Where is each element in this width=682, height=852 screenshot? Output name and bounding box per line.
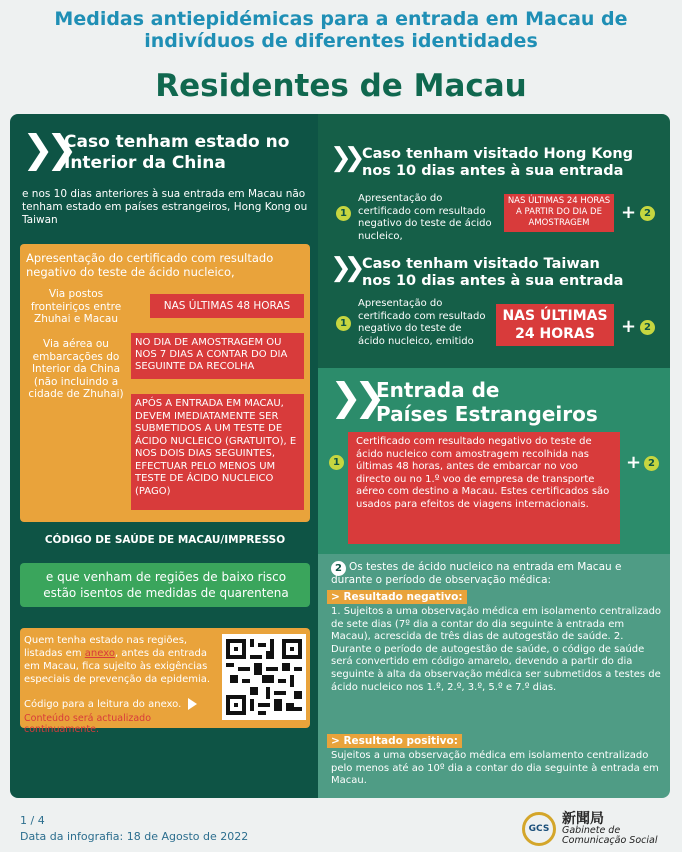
annex-link[interactable]: anexo	[84, 648, 115, 659]
page-supertitle	[0, 8, 682, 52]
step-2-badge: 2	[644, 456, 659, 471]
annex-updated-note: Conteúdo será actualizado continuamente.	[24, 713, 152, 735]
health-code-label: CÓDIGO DE SAÚDE DE MACAU/IMPRESSO	[44, 534, 286, 546]
tests-intro: Os testes de ácido nucleico na entrada em Macau e durante o período de observação médica:	[331, 561, 622, 586]
hk-text: Apresentação do certificado com resultado negativo do teste de ácido nucleico,	[358, 193, 492, 242]
supertitle-line2: indivíduos de diferentes identidades	[144, 30, 538, 52]
route-air-label: Via aérea ou embarcações do Interior da China (não incluindo a cidade de Zhuhai)	[28, 338, 124, 400]
interior-heading	[64, 132, 310, 174]
low-risk-text: e que venham de regiões de baixo risco estão isentos de medidas de quarentena	[43, 570, 289, 600]
positive-result-text: Sujeitos a uma observação médica em isolamento centralizado pelo menos até ao 10º dia a contar do dia seguinte à entrada em Macau.	[331, 750, 659, 787]
negative-result-label: > Resultado negativo:	[327, 590, 467, 604]
step-2-badge: 2	[640, 206, 655, 221]
chevron-right-icon: ❯❯	[22, 127, 70, 171]
foreign-text: Certificado com resultado negativo do teste de ácido nucleico com amostragem recolhida nas últimas 48 horas, antes de embarcar no voo directo ou no 1.º voo de empresa de transporte aéreo com destino a Macau. Estes certificados são usados para efeitos de viagens internacionais.	[348, 432, 620, 544]
step-2-badge: 2	[640, 320, 655, 335]
supertitle-line1: Medidas antiepidémicas para a entrada em Macau de	[54, 8, 628, 30]
interior-heading-line2: Interior da China	[64, 153, 226, 173]
step-1-badge: 1	[336, 206, 351, 221]
qr-code-icon	[226, 638, 302, 716]
plus-sign: +	[621, 316, 637, 337]
annex-text: Quem tenha estado nas regiões, listadas em anexo, antes da entrada em Macau, fica sujeito às exigências especiais de prevenção da epidemia.	[24, 635, 211, 685]
tw-text: Apresentação do certificado com resultado negativo do teste de ácido nucleico, emitido	[358, 298, 486, 347]
interior-heading-line1: Caso tenham estado no	[64, 132, 290, 152]
page-number: 1 / 4	[20, 814, 45, 827]
logo-portuguese-name: Gabinete de Comunicação Social	[562, 825, 658, 846]
interior-subtext: e nos 10 dias anteriores à sua entrada em Macau não tenham estado em países estrangeiros, Hong Kong ou Taiwan	[22, 188, 308, 226]
infographic-date: Data da infografia: 18 de Agosto de 2022	[20, 830, 249, 843]
tw-value: NAS ÚLTIMAS 24 HORAS	[496, 304, 614, 346]
chevron-right-icon: ❯❯	[330, 375, 378, 419]
step-1-badge: 1	[336, 316, 351, 331]
interior-box-title: Apresentação do certificado com resultado negativo do teste de ácido nucleico,	[26, 251, 274, 279]
plus-sign: +	[626, 452, 642, 473]
route-land-label: Via postos fronteiriços entre Zhuhai e Macau	[30, 288, 122, 325]
logo-chinese-name: 新聞局	[562, 811, 604, 827]
hk-heading: Caso tenham visitado Hong Kong nos 10 dias antes à sua entrada	[362, 146, 634, 179]
step-2-badge: 2	[331, 561, 346, 576]
route-land-value: NAS ÚLTIMAS 48 HORAS	[150, 294, 304, 318]
chevron-right-icon: ❯❯	[330, 253, 358, 283]
route-air-value: NO DIA DE AMOSTRAGEM OU NOS 7 DIAS A CONTAR DO DIA SEGUINTE DA RECOLHA	[131, 333, 304, 379]
plus-sign: +	[621, 202, 637, 223]
arrow-right-icon	[188, 698, 197, 710]
gcs-logo-icon: GCS	[522, 812, 556, 846]
positive-result-label: > Resultado positivo:	[327, 734, 462, 748]
foreign-heading: Entrada de Países Estrangeiros	[376, 378, 598, 426]
step-1-badge: 1	[329, 455, 344, 470]
route-air-after-entry: APÓS A ENTRADA EM MACAU, DEVEM IMEDIATAMENTE SER SUBMETIDOS A UM TESTE DE ÁCIDO NUCLEICO (GRATUITO), E NOS DOIS DIAS SEGUINTES, EFECTUAR PELO MENOS UM TESTE DE ÁCIDO NUCLEICO (PAGO)	[131, 394, 304, 510]
tw-heading: Caso tenham visitado Taiwan nos 10 dias antes à sua entrada	[362, 256, 624, 289]
qr-code[interactable]	[222, 634, 306, 720]
negative-result-text: 1. Sujeitos a uma observação médica em isolamento centralizado de sete dias (7º dia a contar do dia seguinte à entrada em Macau), acrescida de três dias de autogestão de saúde. 2. Durante o período de autogestão de saúde, o código de saúde será convertido em código amarelo, devendo a partir do dia seguinte à alta da observação médica ser submetidos a testes de ácido nucleico nos 1.º, 2.º, 3.º, 5.º e 7.º dias.	[331, 606, 662, 693]
chevron-right-icon: ❯❯	[330, 143, 358, 173]
hk-value: NAS ÚLTIMAS 24 HORAS A PARTIR DO DIA DE AMOSTRAGEM	[504, 194, 614, 232]
page-title: Residentes de Macau	[155, 68, 527, 104]
annex-code-label: Código para a leitura do anexo.	[24, 698, 214, 710]
